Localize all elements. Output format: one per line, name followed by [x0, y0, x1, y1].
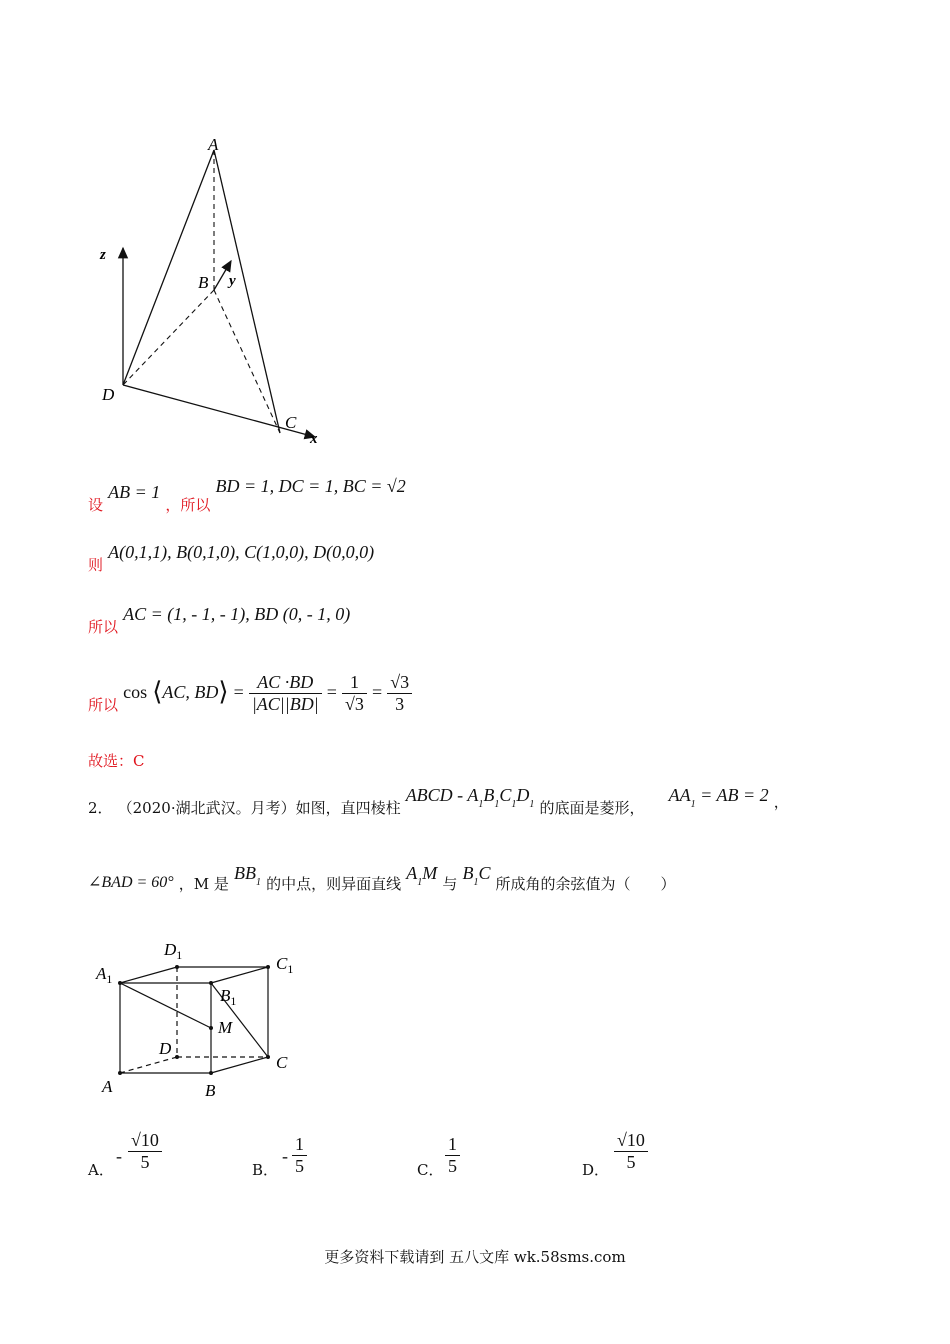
line-a1m: $A_1M$: [406, 863, 438, 888]
comma: ，: [773, 793, 789, 811]
option-c-label: C．: [417, 1161, 444, 1179]
label-z: z: [100, 247, 106, 263]
coordinates: A(0,1,1), B(0,1,0), C(1,0,0), D(0,0,0): [108, 542, 375, 562]
edge-A1D1: [120, 967, 177, 983]
label-C: C: [276, 1053, 288, 1072]
label-B: B: [198, 273, 209, 292]
one-over-sqrt3-den: √3: [345, 694, 364, 714]
option-d-num: √10: [614, 1130, 648, 1152]
text-ze: 则: [88, 556, 104, 574]
edge-BC: [211, 1057, 268, 1073]
eq-ab: AB = 1: [108, 482, 161, 502]
edge-B1C1: [211, 967, 268, 983]
with-text: 与: [442, 875, 458, 893]
solution-line-4: [88, 662, 412, 714]
problem-number: 2．: [88, 799, 113, 817]
option-b-value: [292, 1134, 307, 1177]
one-over-sqrt3-num: 1: [342, 672, 367, 694]
one-over-sqrt3: [342, 672, 367, 715]
option-d-den: 5: [626, 1152, 636, 1172]
option-b-sign: -: [282, 1146, 288, 1166]
label-D: D: [159, 1039, 172, 1058]
label-B1: $B_1$: [220, 986, 237, 1008]
answer-text: 故选：C: [88, 752, 145, 770]
text-suoyi-3: 所以: [88, 696, 119, 714]
mid-text: 的中点，则异面直线: [266, 875, 402, 893]
prism-figure: [90, 935, 330, 1105]
option-a-num: √10: [128, 1130, 162, 1152]
eq-sign-1: =: [233, 682, 244, 702]
footer-text: 更多资料下载请到 五八文库 wk.58sms.com: [324, 1248, 626, 1266]
option-a-label: A．: [88, 1161, 114, 1179]
angle-bad: ∠BAD = 60°: [88, 874, 174, 891]
problem-source: （2020·湖北武汉。月考）如图，直四棱柱: [117, 799, 401, 817]
cos-fraction: [249, 672, 322, 715]
vectors: AC = (1, - 1, - 1), BD (0, - 1, 0): [123, 604, 351, 624]
tetrahedron-figure: [90, 130, 350, 460]
eq-aa-ab: $AA_1$ = AB = 2: [668, 785, 769, 810]
option-c-value: [445, 1134, 460, 1177]
cos-word: cos: [123, 682, 148, 702]
option-a-sign: -: [116, 1146, 122, 1166]
option-a-den: 5: [140, 1152, 150, 1172]
option-a-value: [128, 1130, 162, 1173]
cos-fraction-num: AC ·BD: [249, 672, 322, 694]
solution-line-2: [88, 542, 375, 574]
label-A: A: [102, 1077, 113, 1096]
option-b-num: 1: [292, 1134, 307, 1156]
label-C: C: [285, 413, 297, 432]
problem-desc-1: 的底面是菱形，: [539, 799, 645, 817]
text-suoyi: ，所以: [165, 496, 211, 514]
line-b1c: $B_1C$: [462, 863, 491, 888]
result-fraction-num: √3: [387, 672, 412, 694]
label-y: y: [229, 273, 236, 289]
label-A: A: [208, 135, 219, 154]
text-suoyi-2: 所以: [88, 618, 119, 636]
edge-BC: [214, 290, 280, 433]
label-x: x: [310, 431, 318, 447]
text-she: 设: [88, 496, 104, 514]
prism-name: ABCD - $A_1B_1C_1D_1$: [405, 785, 535, 810]
segment-bb1: $BB_1$: [234, 863, 262, 888]
option-d-label: D．: [582, 1161, 610, 1179]
solution-line-3: [88, 604, 351, 636]
eq-sign-2: =: [326, 682, 337, 702]
eq-bd-dc-bc: BD = 1, DC = 1, BC = √2: [215, 476, 406, 496]
tail-text: 所成角的余弦值为（ ）: [495, 875, 676, 893]
solution-line-1: [88, 476, 406, 514]
angle-vectors: AC, BD: [162, 682, 219, 702]
angle-bracket-right: ⟩: [218, 677, 229, 706]
segment-A1M: [120, 983, 211, 1028]
label-M: M: [218, 1018, 233, 1037]
eq-sign-3: =: [371, 682, 383, 702]
result-fraction-den: 3: [395, 694, 405, 714]
problem2-line-1: [88, 785, 948, 817]
option-b-label: B．: [252, 1161, 279, 1179]
edge-AD: [120, 1057, 177, 1073]
label-D1: $D_1$: [164, 940, 183, 962]
angle-bracket-left: ⟨: [152, 677, 163, 706]
label-C1: $C_1$: [276, 954, 294, 976]
edge-AC: [214, 150, 280, 433]
cos-fraction-den: |AC||BD|: [251, 694, 319, 714]
option-b-den: 5: [295, 1156, 304, 1176]
edge-AD: [123, 150, 214, 385]
option-d-value: [614, 1130, 648, 1173]
edge-BD: [123, 290, 214, 385]
option-c-den: 5: [448, 1156, 457, 1176]
result-fraction: [387, 672, 412, 715]
m-text: ，M 是: [178, 875, 229, 893]
option-c-num: 1: [445, 1134, 460, 1156]
label-B: B: [205, 1081, 216, 1100]
label-D: D: [102, 385, 115, 404]
label-A1: $A_1$: [96, 964, 113, 986]
problem2-line-2: [88, 863, 676, 893]
